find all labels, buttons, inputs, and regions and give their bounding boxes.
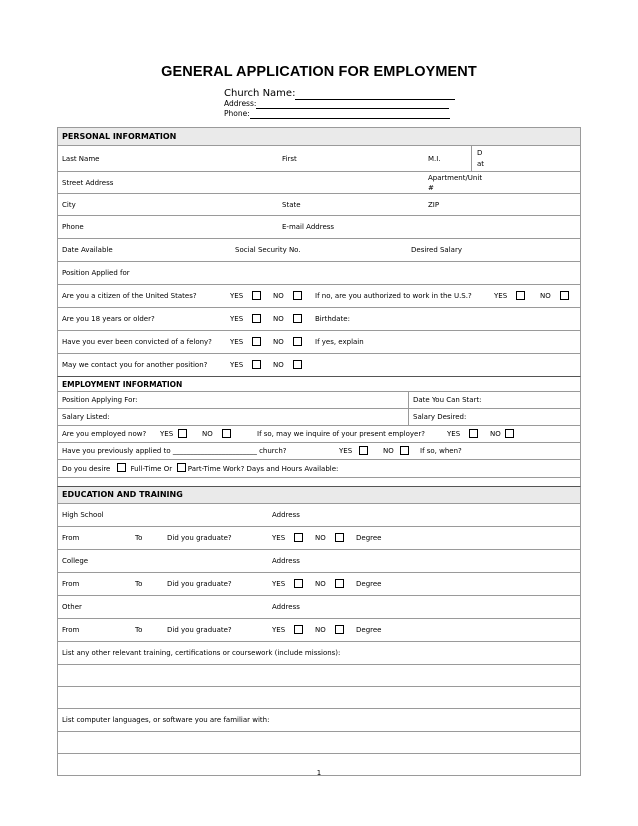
email-field[interactable] <box>282 216 334 238</box>
employment-information-table <box>57 376 581 496</box>
yes-label: YES <box>272 580 286 588</box>
full-time-checkbox[interactable] <box>117 463 126 472</box>
state-label: State <box>282 200 301 209</box>
applied-row <box>58 443 580 460</box>
first-name-label: First <box>282 154 297 163</box>
checkbox[interactable] <box>252 360 261 369</box>
street-address-label: Street Address <box>62 178 114 187</box>
other-dates-row <box>58 619 580 642</box>
no-label: NO <box>273 315 284 323</box>
applied-no-option[interactable] <box>383 443 409 459</box>
divider <box>471 146 472 171</box>
explain-field[interactable] <box>315 331 364 353</box>
education-table <box>57 486 581 776</box>
contact-row <box>58 354 580 377</box>
street-row <box>58 172 580 194</box>
state-field[interactable] <box>282 194 301 215</box>
address-line <box>224 99 449 109</box>
mi-label: M.I. <box>428 154 441 163</box>
work-type-question <box>62 460 338 477</box>
from-label: From <box>62 534 80 542</box>
checkbox[interactable] <box>560 291 569 300</box>
felony-row <box>58 331 580 354</box>
date-label: D <box>477 148 483 157</box>
graduate-no-option[interactable] <box>315 619 344 641</box>
employed-question: Are you employed now? <box>62 430 147 438</box>
form-title: GENERAL APPLICATION FOR EMPLOYMENT <box>161 64 477 80</box>
graduate-no-option[interactable] <box>315 573 344 595</box>
degree-field[interactable] <box>356 619 381 641</box>
other-school-label: Other <box>62 603 82 611</box>
salary-row <box>58 409 580 426</box>
checkbox[interactable] <box>400 446 409 455</box>
no-label: NO <box>540 292 551 300</box>
training-prompt: List any other relevant training, certifications or coursework (include missions): <box>62 649 341 657</box>
graduate-question: Did you graduate? <box>167 626 232 634</box>
no-label: NO <box>383 447 394 455</box>
birthdate-label: Birthdate: <box>315 315 350 323</box>
date-available-label: Date Available <box>62 246 113 254</box>
to-field[interactable] <box>135 527 142 549</box>
salary-listed-field[interactable] <box>62 409 110 425</box>
applied-when-label: If so, when? <box>420 447 462 455</box>
address-label: Address <box>272 603 300 611</box>
position-applied-label: Position Applied for <box>62 269 130 277</box>
zip-field[interactable] <box>428 194 439 215</box>
checkbox[interactable] <box>505 429 514 438</box>
desire-label: Do you desire <box>62 464 111 473</box>
employed-no-option[interactable] <box>202 426 231 442</box>
address-label: Address <box>272 511 300 519</box>
no-label: NO <box>315 534 326 542</box>
citizen-row <box>58 285 580 308</box>
checkbox[interactable] <box>469 429 478 438</box>
position-applying-field[interactable] <box>62 392 137 408</box>
checkbox[interactable] <box>293 291 302 300</box>
to-field[interactable] <box>135 619 142 641</box>
checkbox[interactable] <box>335 533 344 542</box>
salary-desired-field[interactable] <box>413 409 466 425</box>
checkbox[interactable] <box>294 625 303 634</box>
checkbox[interactable] <box>222 429 231 438</box>
no-label: NO <box>273 292 284 300</box>
apartment-label: Apartment/Unit <box>428 173 483 182</box>
desired-salary-label: Desired Salary <box>411 246 462 254</box>
name-row <box>58 146 580 172</box>
birthdate-field[interactable] <box>315 308 350 330</box>
graduate-no-option[interactable] <box>315 527 344 549</box>
yes-label: YES <box>447 430 461 438</box>
checkbox[interactable] <box>294 579 303 588</box>
from-label: From <box>62 580 80 588</box>
yes-label: YES <box>160 430 174 438</box>
graduate-question: Did you graduate? <box>167 534 232 542</box>
applied-when-field[interactable] <box>420 443 462 459</box>
degree-label: Degree <box>356 580 382 588</box>
no-label: NO <box>202 430 213 438</box>
high-school-field[interactable] <box>62 504 104 526</box>
felony-question: Have you ever been convicted of a felony? <box>62 338 212 346</box>
position-applied-field[interactable] <box>62 262 130 284</box>
city-label: City <box>62 200 76 209</box>
high-school-dates-row <box>58 527 580 550</box>
zip-label: ZIP <box>428 200 440 209</box>
phone-label-cell: Phone <box>62 223 84 231</box>
address-field[interactable] <box>256 99 449 109</box>
phone-field-cell[interactable] <box>62 216 84 238</box>
age-row <box>58 308 580 331</box>
computer-blank-row[interactable] <box>58 732 580 754</box>
no-label: NO <box>273 338 284 346</box>
employment-heading-row <box>58 377 580 392</box>
section-heading: PERSONAL INFORMATION <box>58 128 580 146</box>
age-question: Are you 18 years or older? <box>62 315 155 323</box>
mi-field[interactable] <box>428 146 441 171</box>
authorized-yes-option[interactable] <box>494 285 525 307</box>
from-label: From <box>62 626 80 634</box>
street-address-field[interactable] <box>62 172 113 193</box>
inquire-question: If so, may we inquire of your present employer? <box>257 430 425 438</box>
section-heading: EMPLOYMENT INFORMATION <box>62 379 183 389</box>
date-available-field[interactable] <box>62 239 113 261</box>
other-row <box>58 596 580 619</box>
checkbox[interactable] <box>178 429 187 438</box>
city-row <box>58 194 580 216</box>
desired-salary-field[interactable] <box>411 239 462 261</box>
availability-row <box>58 239 580 262</box>
high-school-label: High School <box>62 511 104 519</box>
inquire-yes-option[interactable] <box>447 426 478 442</box>
checkbox[interactable] <box>335 625 344 634</box>
checkbox[interactable] <box>335 579 344 588</box>
training-blank-row[interactable] <box>58 665 580 687</box>
authorized-question: If no, are you authorized to work in the U.S.? <box>315 292 472 300</box>
address-label: Address: <box>224 99 257 108</box>
training-row <box>58 642 580 665</box>
college-row <box>58 550 580 573</box>
age-yes-option[interactable] <box>230 308 261 330</box>
degree-field[interactable] <box>356 573 381 595</box>
yes-label: YES <box>339 447 353 455</box>
ssn-field[interactable] <box>235 239 301 261</box>
page-number: 1 <box>316 769 322 777</box>
no-label: NO <box>315 580 326 588</box>
yes-label: YES <box>494 292 508 300</box>
computer-prompt: List computer languages, or software you are familiar with: <box>62 716 270 724</box>
divider <box>408 392 409 408</box>
to-label: To <box>135 580 143 588</box>
contact-yes-option[interactable] <box>230 354 261 376</box>
employed-row <box>58 426 580 443</box>
start-date-field[interactable] <box>413 392 482 408</box>
position-applying-label: Position Applying For: <box>62 396 138 404</box>
church-name-label: Church Name: <box>224 88 296 99</box>
citizen-no-option[interactable] <box>273 285 302 307</box>
checkbox[interactable] <box>293 337 302 346</box>
citizen-question: Are you a citizen of the United States? <box>62 292 197 300</box>
personal-information-table <box>57 127 581 377</box>
salary-desired-label: Salary Desired: <box>413 413 467 421</box>
part-time-label: Part-Time Work? Days and Hours Available: <box>187 464 339 473</box>
yes-label: YES <box>272 626 286 634</box>
to-label: To <box>135 534 143 542</box>
yes-label: YES <box>230 315 244 323</box>
no-label: NO <box>315 626 326 634</box>
yes-label: YES <box>230 292 244 300</box>
phone-field[interactable] <box>250 109 450 119</box>
age-no-option[interactable] <box>273 308 302 330</box>
applied-question: Have you previously applied to ________________________ church? <box>62 447 287 455</box>
yes-label: YES <box>230 361 244 369</box>
degree-label: Degree <box>356 534 382 542</box>
no-label: NO <box>490 430 501 438</box>
college-label: College <box>62 557 89 565</box>
first-name-field[interactable] <box>282 146 297 171</box>
checkbox[interactable] <box>294 533 303 542</box>
to-label: To <box>135 626 143 634</box>
checkbox[interactable] <box>293 314 302 323</box>
last-name-label: Last Name <box>62 154 100 163</box>
date-label-continued: at <box>477 159 485 168</box>
degree-field[interactable] <box>356 527 381 549</box>
other-address-field[interactable] <box>272 596 300 618</box>
contact-no-option[interactable] <box>273 354 302 376</box>
checkbox[interactable] <box>252 337 261 346</box>
training-blank-row[interactable] <box>58 687 580 709</box>
degree-label: Degree <box>356 626 382 634</box>
email-label: E-mail Address <box>282 223 335 231</box>
address-label: Address <box>272 557 300 565</box>
divider <box>408 409 409 425</box>
city-field[interactable] <box>62 194 76 215</box>
checkbox[interactable] <box>293 360 302 369</box>
graduate-yes-option[interactable] <box>272 527 303 549</box>
work-type-row <box>58 460 580 478</box>
phone-email-row <box>58 216 580 239</box>
graduate-yes-option[interactable] <box>272 619 303 641</box>
full-time-label: Full-Time Or <box>130 464 173 473</box>
checkbox[interactable] <box>252 314 261 323</box>
start-date-label: Date You Can Start: <box>413 396 482 404</box>
from-field[interactable] <box>62 573 79 595</box>
to-field[interactable] <box>135 573 142 595</box>
felony-no-option[interactable] <box>273 331 302 353</box>
checkbox[interactable] <box>252 291 261 300</box>
salary-listed-label: Salary Listed: <box>62 413 110 421</box>
apartment-field[interactable] <box>428 172 482 193</box>
felony-yes-option[interactable] <box>230 331 261 353</box>
from-field[interactable] <box>62 619 79 641</box>
applied-yes-option[interactable] <box>339 443 368 459</box>
checkbox[interactable] <box>516 291 525 300</box>
last-name-field[interactable] <box>62 146 99 171</box>
apartment-label-continued: # <box>428 183 434 192</box>
date-field[interactable] <box>477 146 484 171</box>
citizen-yes-option[interactable] <box>230 285 261 307</box>
yes-label: YES <box>272 534 286 542</box>
inquire-no-option[interactable] <box>490 426 514 442</box>
contact-question: May we contact you for another position? <box>62 361 208 369</box>
authorized-no-option[interactable] <box>540 285 569 307</box>
from-field[interactable] <box>62 527 79 549</box>
part-time-checkbox[interactable] <box>177 463 186 472</box>
graduate-yes-option[interactable] <box>272 573 303 595</box>
other-school-field[interactable] <box>62 596 82 618</box>
computer-row <box>58 709 580 732</box>
high-school-address-field[interactable] <box>272 504 300 526</box>
explain-label: If yes, explain <box>315 338 364 346</box>
position-start-row <box>58 392 580 409</box>
position-row <box>58 262 580 285</box>
section-heading: EDUCATION AND TRAINING <box>58 487 580 504</box>
no-label: NO <box>273 361 284 369</box>
employed-yes-option[interactable] <box>160 426 187 442</box>
phone-line <box>224 109 450 119</box>
yes-label: YES <box>230 338 244 346</box>
checkbox[interactable] <box>359 446 368 455</box>
college-field[interactable] <box>62 550 88 572</box>
ssn-label: Social Security No. <box>235 246 301 254</box>
graduate-question: Did you graduate? <box>167 580 232 588</box>
college-address-field[interactable] <box>272 550 300 572</box>
college-dates-row <box>58 573 580 596</box>
high-school-row <box>58 504 580 527</box>
phone-label: Phone: <box>224 109 250 118</box>
